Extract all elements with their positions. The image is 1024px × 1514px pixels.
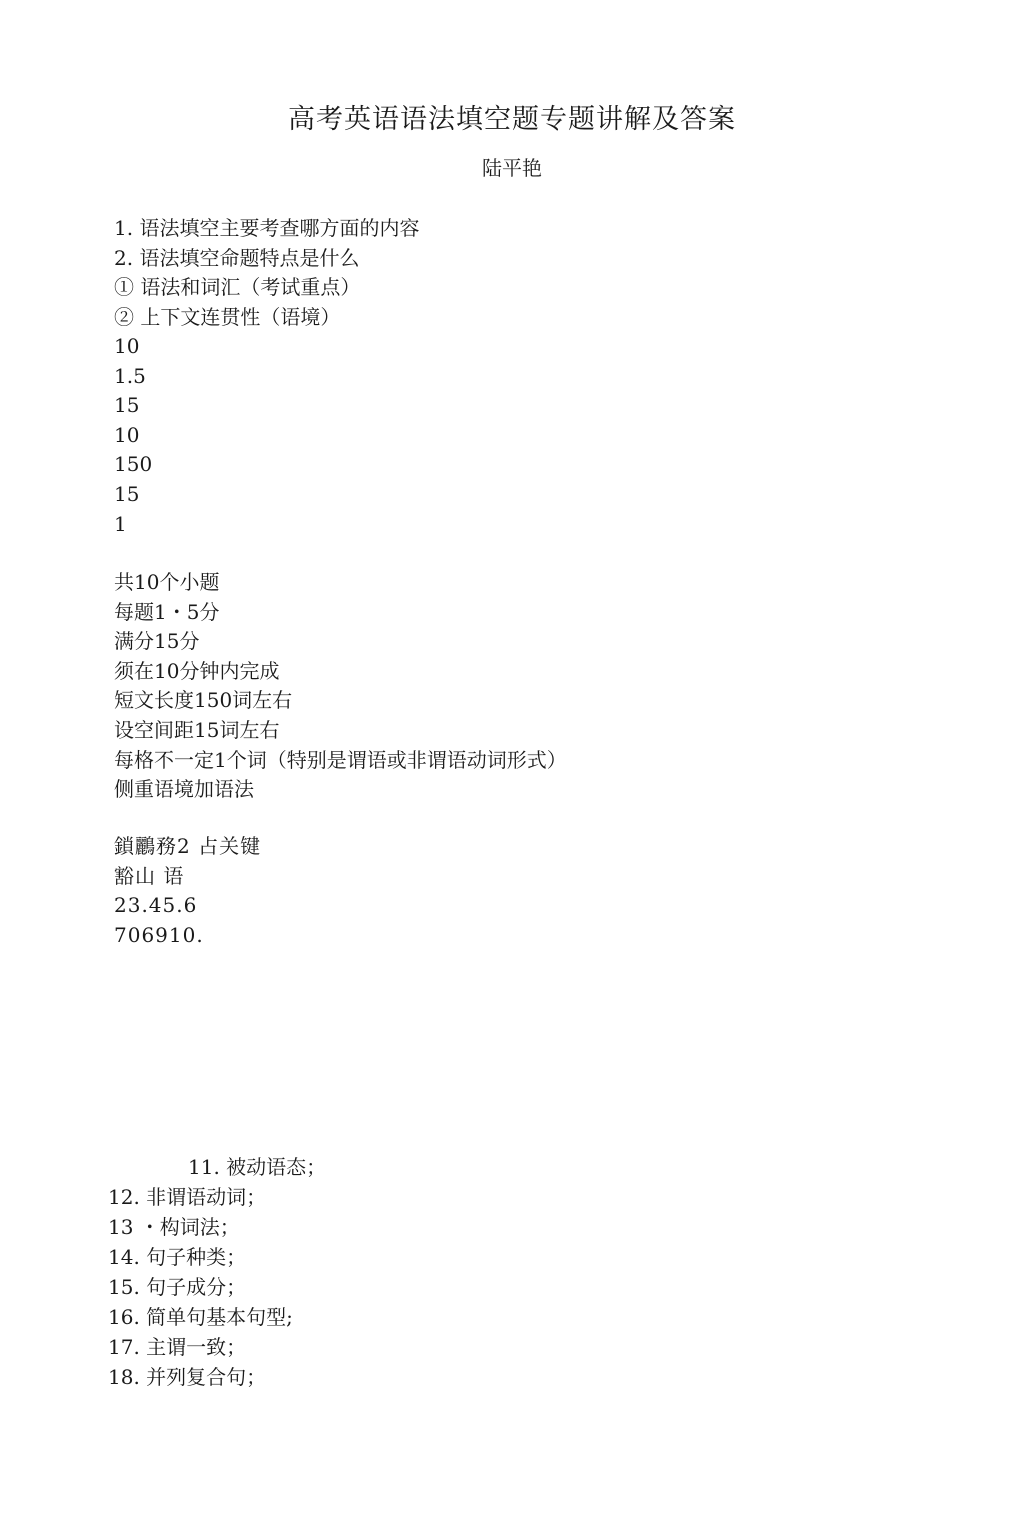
fact-item: 每题1・5分 [114,599,220,624]
topic-item: 14. 句子种类； [108,1245,247,1269]
fact-item: 满分15分 [114,629,200,654]
topic-item: 11. 被动语态； [188,1155,327,1179]
garbled-line: 鎖鸝務2 占关键 [114,834,262,858]
number-item: 15 [114,481,140,506]
garbled-line: 706910. [114,922,204,947]
document-author: 陆平艳 [482,156,542,180]
garbled-line: 23.45.6 [114,893,198,918]
topic-list [108,1152,326,1392]
topic-item: 12. 非谓语动词； [108,1185,267,1209]
topic-item: 13 ・构词法； [108,1215,240,1239]
topic-item: 18. 并列复合句； [108,1365,267,1389]
number-item: 150 [114,452,153,477]
number-item: 1.5 [114,363,146,388]
question-list [114,214,419,332]
number-item: 10 [114,334,140,358]
garbled-text-block [114,832,261,950]
number-item: 15 [114,393,140,418]
question-item: 2. 语法填空命题特点是什么 [114,245,360,270]
number-item: 10 [114,422,140,447]
question-item: 1. 语法填空主要考查哪方面的内容 [114,216,420,240]
fact-item: 侧重语境加语法 [114,777,254,802]
fact-item: 须在10分钟内完成 [114,658,280,683]
fact-item: 共10个小题 [114,570,220,594]
fact-item: 设空间距15词左右 [114,717,280,742]
topic-item: 15. 句子成分； [108,1275,247,1299]
number-item: 1 [114,511,127,536]
question-item: ① 语法和词汇（考试重点） [114,275,361,300]
fact-item: 每格不一定1个词（特别是谓语或非谓语动词形式） [114,747,567,772]
topic-item: 16. 简单句基本句型; [108,1305,293,1329]
fact-list [114,568,567,805]
garbled-line: 豁山 语 [114,863,185,888]
fact-item: 短文长度150词左右 [114,688,293,713]
topic-item: 17. 主谓一致； [108,1335,247,1359]
question-item: ② 上下文连贯性（语境） [114,304,341,329]
number-list [114,332,152,539]
document-title: 高考英语语法填空题专题讲解及答案 [288,104,736,135]
